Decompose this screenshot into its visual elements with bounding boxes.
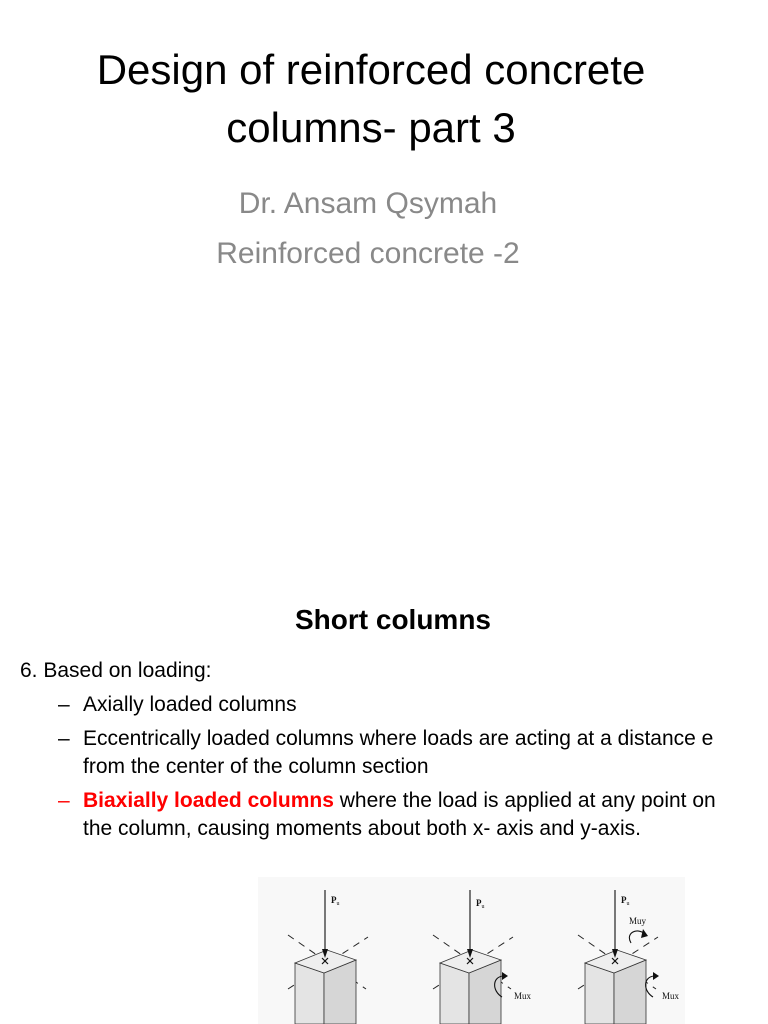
column-loading-figure [258, 877, 685, 1024]
bullet-emphasis: Biaxially loaded columns [83, 789, 334, 812]
biaxially-loaded-column [578, 890, 680, 1024]
bullet-text: where the load is applied at any point on the column, causing moments about both x- axis and y-axis. [83, 789, 716, 840]
axial-load-label: $P_u$ [331, 895, 340, 907]
title-line-1: Design of reinforced concrete [96, 46, 646, 93]
slide-subtitle [0, 179, 736, 279]
slide-title-heading [0, 41, 742, 157]
column-prism [578, 890, 658, 1024]
moment-y-label: Muy [629, 916, 647, 926]
slide-body [20, 657, 731, 843]
bullet-text: Axially loaded columns [83, 693, 297, 716]
bullet-text: Eccentrically loaded columns where loads are acting at a distance e from the center of the column section [83, 727, 714, 778]
slide-short-columns [0, 576, 768, 1024]
column-diagram-svg [258, 877, 685, 1024]
list-item [20, 691, 731, 719]
moment-y-arrow-icon [629, 929, 648, 943]
list-intro: 6. Based on loading: [20, 659, 212, 682]
axially-loaded-column [288, 890, 368, 1024]
course-name: Reinforced concrete -2 [216, 237, 520, 270]
bullet-list [20, 691, 731, 843]
moment-x-label: Mux [662, 991, 680, 1001]
column-prism [288, 890, 368, 1024]
bullet-dash: – [58, 789, 70, 812]
axial-load-label: $P_u$ [621, 895, 630, 907]
bullet-dash: – [58, 727, 70, 750]
moment-x-label: Mux [514, 991, 532, 1001]
list-item [20, 787, 731, 843]
column-prism [433, 890, 513, 1024]
slide-heading: Short columns [294, 604, 491, 635]
title-line-2: columns- part 3 [226, 104, 516, 151]
bullet-dash: – [58, 693, 70, 716]
moment-x-arrow-icon [646, 972, 659, 997]
uniaxially-loaded-column [433, 890, 532, 1024]
axial-load-label: $P_u$ [476, 898, 485, 910]
author-name: Dr. Ansam Qsymah [238, 187, 498, 220]
list-item [20, 725, 731, 781]
